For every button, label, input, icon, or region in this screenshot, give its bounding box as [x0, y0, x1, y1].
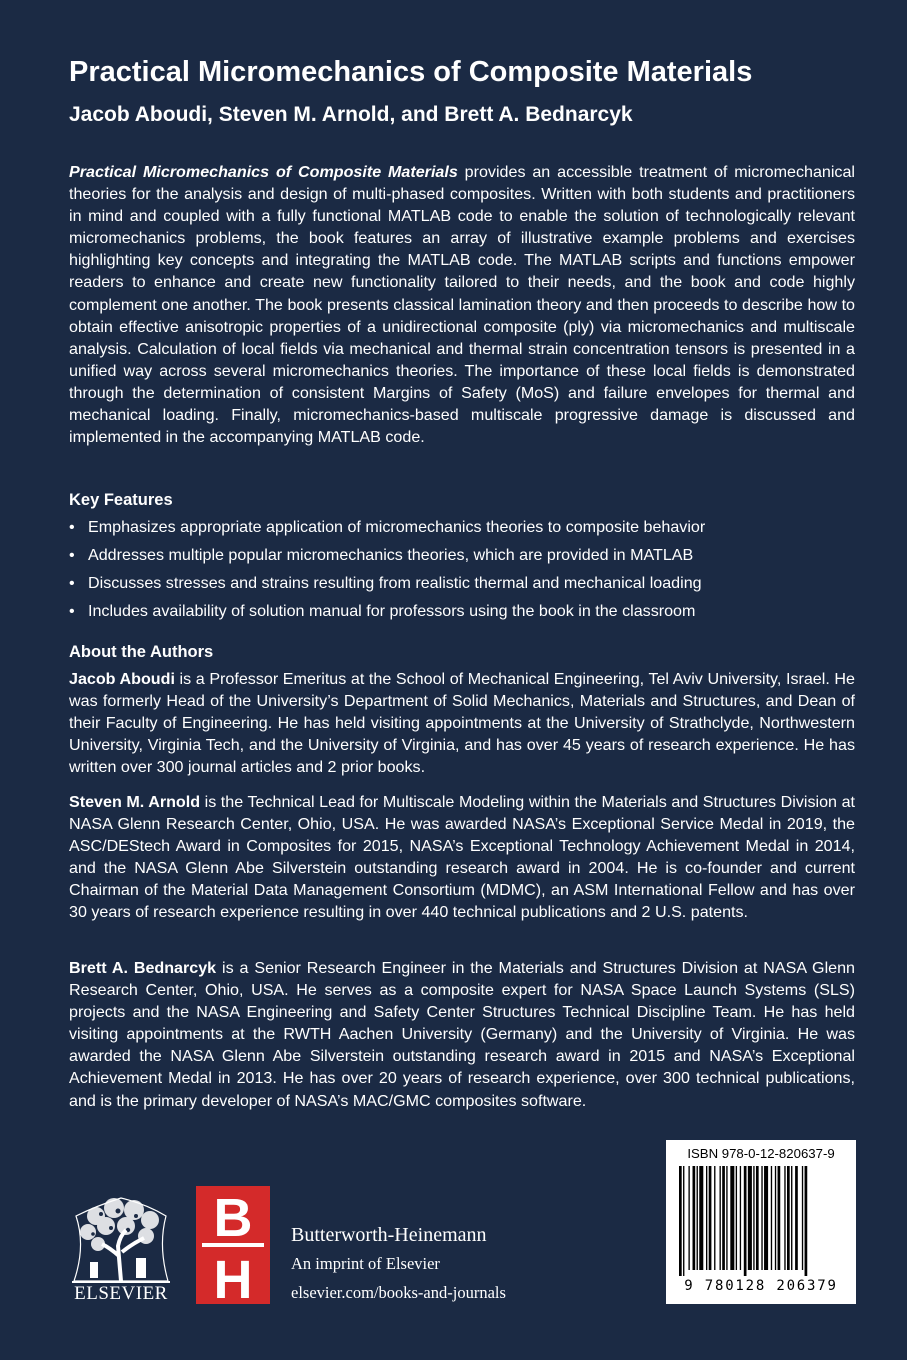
barcode-bar	[784, 1166, 785, 1270]
barcode-bar	[730, 1166, 734, 1270]
book-description	[69, 161, 855, 448]
list-item	[69, 600, 869, 628]
barcode-bar	[748, 1166, 752, 1270]
author-bio-text: is the Technical Lead for Multiscale Modeling within the Materials and Structures Division at NASA Glenn Research Center, Ohio, USA. He was awarded NASA’s Exceptional Service Medal in 2019, the ASC/DEStech Award in Composites for 2015, NASA’s Exceptional Technology Achievement Medal in 2014, and the NASA Glenn Abe Silverstein outstanding research award in 2004. He is co-founder and current Chairman of the Material Data Management Consortium (MDMC), an ASM International Fellow and has over 30 years of research experience resulting in over 440 technical publications and 2 U.S. patents.	[69, 793, 855, 922]
author-bio-aboudi	[69, 668, 855, 778]
barcode-bar	[764, 1166, 768, 1270]
description-lead-title: Practical Micromechanics of Composite Materials	[69, 163, 458, 181]
barcode-bar	[756, 1166, 759, 1270]
barcode-bar	[753, 1166, 754, 1270]
barcode-bar	[740, 1166, 741, 1270]
key-features-heading: Key Features	[69, 491, 173, 509]
barcode-bar	[720, 1166, 721, 1270]
author-bio-text: is a Professor Emeritus at the School of Mechanical Engineering, Tel Aviv University, Israel. He was formerly Head of the University’s Department of Solid Mechanics, Materials and Structures, and Dean of their Faculty of Engineering. He has held visiting appointments at the University of Strathclyde, Northwestern University, Virginia Tech, and the University of Virginia, and has over 45 years of research experience. He has written over 300 journal articles and 2 prior books.	[69, 670, 855, 777]
barcode-bar	[778, 1166, 781, 1270]
elsevier-wordmark: ELSEVIER	[74, 1283, 168, 1304]
barcode-bar	[699, 1166, 703, 1270]
description-body: provides an accessible treatment of micromechanical theories for the analysis and design of multi-phased composites. Written with both students and practitioners in mind and coupled with a fully functional MATLAB code to enable the solution of technologically relevant micromechanics problems, the book features an array of illustrative example problems and exercises highlighting key concepts and integrating the MATLAB code. The MATLAB scripts and functions empower readers to enhance and create new functionality tailored to their needs, and the book and code highly complement one another. The book presents classical lamination theory and then proceeds to describe how to obtain effective anisotropic properties of a unidirectional composite (ply) via micromechanics and multiscale analysis. Calculation of local fields via mechanical and thermal strain concentration tensors is presented in a unified way across several micromechanics theories. The importance of these local fields is demonstrated through the determination of consistent Margins of Safety (MoS) and failure envelopes for thermal and mechanical loading. Finally, micromechanics-based multiscale progressive damage is discussed and implemented in the accompanying MATLAB code.	[69, 163, 855, 447]
author-bio-text: is a Senior Research Engineer in the Materials and Structures Division at NASA Glenn Research Center, Ohio, USA. He serves as a composite expert for NASA Space Launch Systems (SLS) projects and the NASA Engineering and Safety Center Structures Technical Discipline Team. He has held visiting appointments at the RWTH Aachen University (Germany) and the University of Virginia. He was awarded the NASA Glenn Abe Silverstein outstanding research award in 2015 and NASA’s Exceptional Achievement Medal in 2013. He has over 20 years of research experience, over 300 technical publications, and is the primary developer of NASA’s MAC/GMC composites software.	[69, 959, 855, 1110]
barcode-bar	[744, 1166, 747, 1276]
feature-text: Addresses multiple popular micromechanics theories, which are provided in MATLAB	[88, 546, 694, 564]
list-item	[69, 572, 869, 600]
barcode-bar	[697, 1166, 698, 1270]
barcode-bar	[726, 1166, 727, 1270]
author-name: Steven M. Arnold	[69, 793, 201, 811]
book-title: Practical Micromechanics of Composite Materials	[69, 56, 753, 88]
barcode-bar	[761, 1166, 762, 1270]
barcode-bar	[736, 1166, 737, 1270]
barcode-digits: 9 780128 206379	[684, 1278, 838, 1294]
barcode-bar	[693, 1166, 696, 1270]
book-authors: Jacob Aboudi, Steven M. Arnold, and Brett A. Bednarcyk	[69, 103, 633, 126]
barcode-bar	[709, 1166, 712, 1270]
isbn-label: ISBN 978-0-12-820637-9	[687, 1146, 835, 1161]
list-item	[69, 516, 869, 544]
barcode-bar	[787, 1166, 790, 1270]
bh-letter-b: B	[213, 1188, 253, 1248]
bullet-icon: •	[69, 574, 75, 592]
barcode-bar	[706, 1166, 707, 1270]
author-bio-bednarcyk	[69, 957, 855, 1112]
barcode-bar	[688, 1166, 689, 1270]
publisher-imprint: An imprint of Elsevier	[291, 1254, 440, 1273]
bh-logo-icon	[196, 1186, 270, 1304]
bullet-icon: •	[69, 518, 75, 536]
about-authors-heading: About the Authors	[69, 643, 214, 661]
barcode-bar	[722, 1166, 725, 1270]
bullet-icon: •	[69, 602, 75, 620]
barcode-bars	[675, 1166, 847, 1276]
feature-text: Discusses stresses and strains resulting from realistic thermal and mechanical loading	[88, 574, 702, 592]
feature-text: Includes availability of solution manual for professors using the book in the classroom	[88, 602, 696, 620]
list-item	[69, 544, 869, 572]
bullet-icon: •	[69, 546, 75, 564]
key-features-list	[69, 516, 869, 628]
isbn-barcode	[666, 1140, 856, 1304]
publisher-block	[291, 1222, 611, 1304]
publisher-url: elsevier.com/books-and-journals	[291, 1283, 506, 1302]
author-name: Jacob Aboudi	[69, 670, 175, 688]
barcode-bar	[683, 1166, 684, 1276]
author-name: Brett A. Bednarcyk	[69, 959, 217, 977]
bh-letter-h: H	[213, 1250, 253, 1304]
barcode-bar	[775, 1166, 776, 1270]
barcode-bar	[679, 1166, 682, 1276]
feature-text: Emphasizes appropriate application of micromechanics theories to composite behavior	[88, 518, 706, 536]
barcode-bar	[802, 1166, 803, 1270]
barcode-bar	[795, 1166, 798, 1270]
barcode-bar	[714, 1166, 715, 1270]
barcode-bar	[791, 1166, 792, 1270]
author-bio-arnold	[69, 791, 855, 924]
publisher-name: Butterworth-Heinemann	[291, 1224, 487, 1246]
barcode-bar	[805, 1166, 808, 1276]
barcode-bar	[771, 1166, 772, 1270]
